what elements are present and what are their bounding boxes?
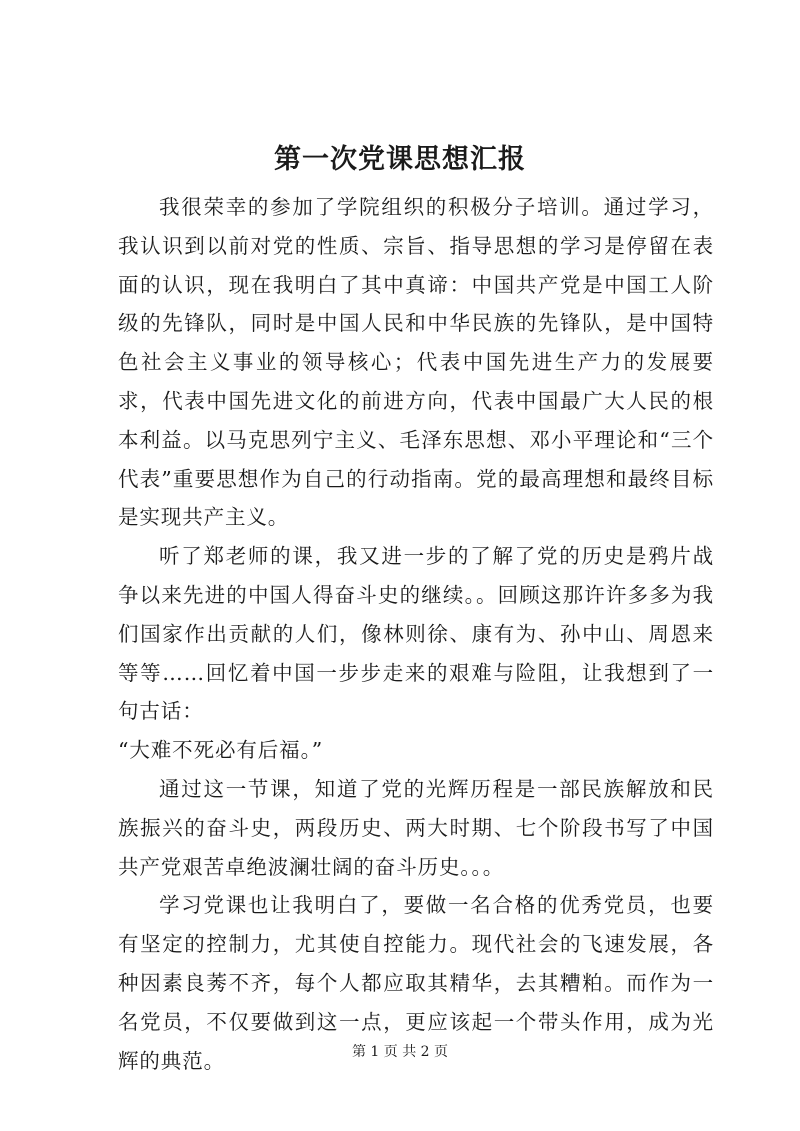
document-body bbox=[118, 188, 714, 1080]
document-title: 第一次党课思想汇报 bbox=[274, 144, 526, 175]
paragraph-4: 学习党课也让我明白了，要做一名合格的优秀党员，也要有坚定的控制力，尤其使自控能力。现代社会的飞速发展，各种因素良莠不齐，每个人都应取其精华，去其糟粕。而作为一名党员，不仅要做到这一点，更应该起一个带头作用，成为光辉的典范。 bbox=[118, 893, 714, 1073]
paragraph-2: 听了郑老师的课，我又进一步的了解了党的历史是鸦片战争以来先进的中国人得奋斗史的继续。。回顾这那许许多多为我们国家作出贡献的人们，像林则徐、康有为、孙中山、周恩来等等……回忆着中国一步步走来的艰难与险阻，让我想到了一句古话： bbox=[118, 544, 714, 724]
paragraph-3: 通过这一节课，知道了党的光辉历程是一部民族解放和民族振兴的奋斗史，两段历史、两大时期、七个阶段书写了中国共产党艰苦卓绝波澜壮阔的奋斗历史。。。 bbox=[118, 776, 714, 879]
paragraph-1: 我很荣幸的参加了学院组织的积极分子培训。通过学习，我认识到以前对党的性质、宗旨、指导思想的学习是停留在表面的认识，现在我明白了其中真谛：中国共产党是中国工人阶级的先锋队，同时是中国人民和中华民族的先锋队，是中国特色社会主义事业的领导核心；代表中国先进生产力的发展要求，代表中国先进文化的前进方向，代表中国最广大人民的根本利益。以马克思列宁主义、毛泽东思想、邓小平理论和“三个代表”重要思想作为自己的行动指南。党的最高理想和最终目标是实现共产主义。 bbox=[118, 195, 714, 530]
page-footer: 第 1 页 共 2 页 bbox=[351, 1044, 449, 1060]
paragraph-quote: “大难不死必有后福。” bbox=[118, 738, 324, 763]
